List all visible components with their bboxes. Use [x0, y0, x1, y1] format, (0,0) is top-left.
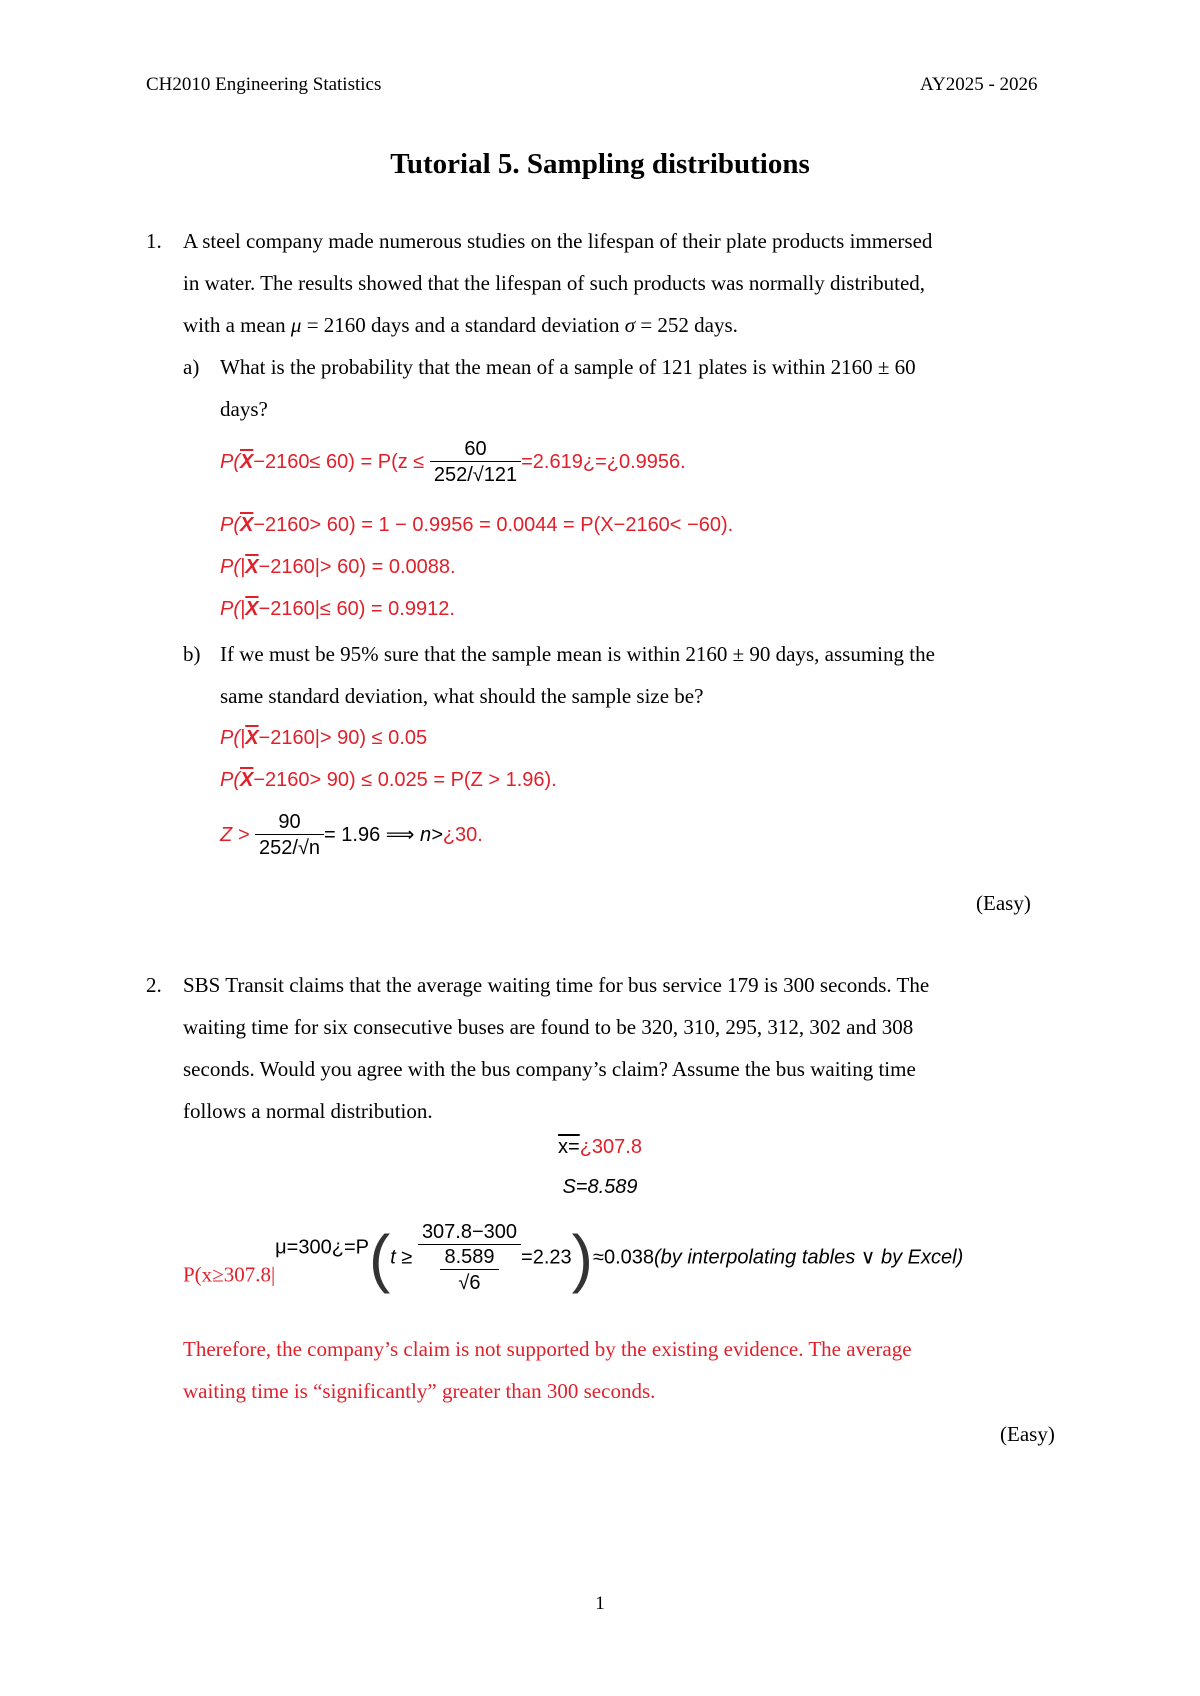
q2-number: 2.	[146, 973, 162, 997]
q2-probability-equation: P(x≥307.8|μ=300¿=P(t ≥ $\frac{307.8-300}{\frac{8.589}{√6}}$ =2.23)≈0.038(by interpolating tables ∨ by Excel)	[183, 1221, 964, 1294]
q2-line-3: seconds. Would you agree with the bus company’s claim? Assume the bus waiting time	[183, 1057, 916, 1081]
q1a-line-2: days?	[220, 397, 268, 421]
q2-s-line: S=8.589	[562, 1176, 638, 1198]
q1-text	[183, 220, 1063, 346]
q2-fraction: $\frac{307.8-300}{\frac{8.589}{√6}}$	[418, 1220, 521, 1296]
q1a-line-1: What is the probability that the mean of a sample of 121 plates is within 2160 ± 60	[220, 355, 916, 379]
q1b-solution-2: $P(\overline{X}-2160> 90) \le 0.025 = P(Z > 1.96)$.	[220, 769, 557, 791]
q2-line-1: SBS Transit claims that the average waiting time for bus service 179 is 300 seconds. The	[183, 973, 930, 997]
academic-year-header: AY2025 - 2026	[920, 74, 1038, 95]
q1b-line-1: If we must be 95% sure that the sample mean is within 2160 ± 90 days, assuming the	[220, 642, 935, 666]
q2-difficulty: (Easy)	[1000, 1422, 1055, 1446]
q1b-text	[220, 633, 935, 717]
page-title: Tutorial 5. Sampling distributions	[390, 148, 810, 180]
q2-conclusion	[183, 1328, 912, 1412]
q1b-solution-3: Z > $\frac{90}{252/√n}$ = 1.96 ⟹ n>¿30.	[220, 811, 483, 859]
q1-line-3: with a mean μ = 2160 days and a standard deviation σ = 252 days.	[183, 313, 738, 337]
q1-number: 1.	[146, 229, 162, 253]
q1a-fraction: $\frac{60}{252/√121}$	[430, 437, 521, 488]
q2-conclusion-line-2: waiting time is “significantly” greater than 300 seconds.	[183, 1379, 656, 1403]
q2-conclusion-line-1: Therefore, the company’s claim is not supported by the existing evidence. The average	[183, 1337, 912, 1361]
course-header: CH2010 Engineering Statistics	[146, 74, 382, 95]
q1b-label: b)	[183, 642, 201, 666]
q1a-solution-3: $P(|\overline{X}-2160|> 60) = 0.0088$.	[220, 556, 456, 578]
q1a-solution-4: $P(|\overline{X}-2160|\le 60) = 0.9912$.	[220, 598, 455, 620]
q1b-solution-1: $P(|\overline{X}-2160|> 90) \le 0.05$	[220, 727, 428, 749]
q1a-solution-1: $P(\overline{X}-2160\le 60) = P(z$ ≤ $\frac{60}{252/√121}$ =2.619¿=¿0.9956.	[220, 438, 686, 486]
page-number: 1	[595, 1593, 605, 1614]
q2-xbar-line: x=¿307.8	[558, 1136, 642, 1158]
q1a-label: a)	[183, 355, 200, 379]
right-paren: )	[571, 1222, 593, 1294]
q1-line-2: in water. The results showed that the lifespan of such products was normally distributed,	[183, 271, 926, 295]
left-paren: (	[368, 1222, 391, 1294]
q1b-line-2: same standard deviation, what should the sample size be?	[220, 684, 704, 708]
q1b-fraction: $\frac{90}{252/√n}$	[255, 810, 324, 861]
q1-difficulty: (Easy)	[976, 891, 1031, 915]
q1-line-1: A steel company made numerous studies on the lifespan of their plate products immersed	[183, 229, 933, 253]
q2-line-4: follows a normal distribution.	[183, 1099, 433, 1123]
q1a-solution-2: $P(\overline{X}-2160> 60) = 1 - 0.9956 = 0.0044 = P(X-2160< -60)$.	[220, 514, 734, 536]
q2-line-2: waiting time for six consecutive buses are found to be 320, 310, 295, 312, 302 and 308	[183, 1015, 914, 1039]
q1a-text	[220, 346, 916, 430]
q2-text	[183, 964, 1063, 1132]
